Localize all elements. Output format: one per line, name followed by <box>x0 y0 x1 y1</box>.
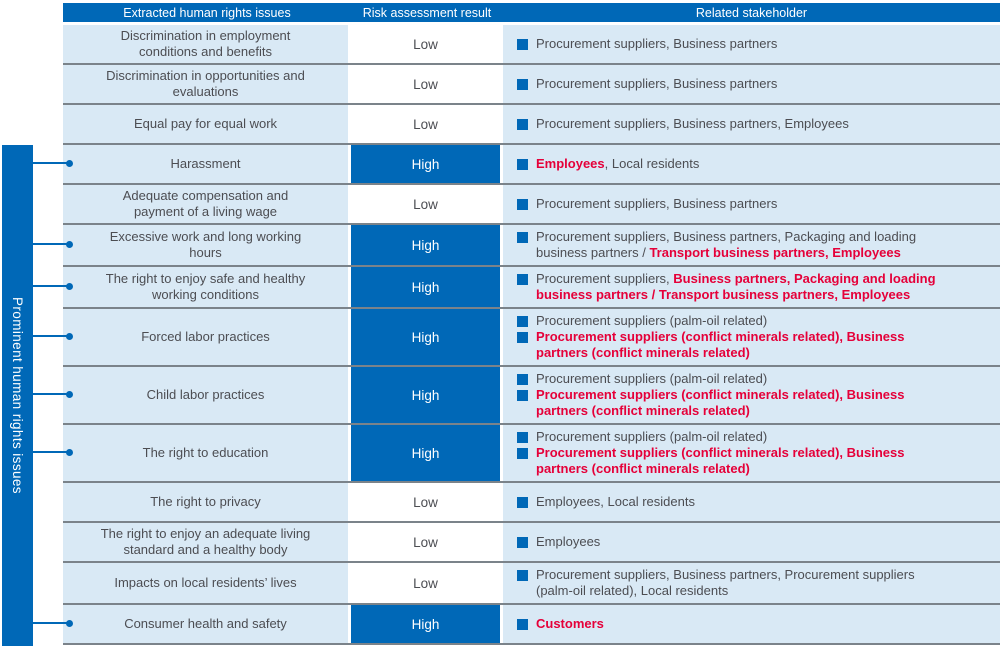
connector-line <box>33 451 67 453</box>
connector-dot <box>66 449 73 456</box>
stakeholder-cell <box>503 425 1000 481</box>
risk-cell <box>351 25 500 63</box>
risk-level-text: High <box>411 445 440 461</box>
stakeholder-square-icon <box>517 332 528 343</box>
risk-cell <box>351 605 500 643</box>
risk-level-text: Low <box>413 575 438 591</box>
issue-cell <box>63 309 348 365</box>
issue-cell <box>63 105 348 143</box>
issue-cell <box>63 65 348 103</box>
stakeholder-square-icon <box>517 159 528 170</box>
stakeholder-text: Procurement suppliers (palm-oil related) <box>536 371 768 386</box>
risk-cell <box>351 425 500 481</box>
connector-line <box>33 335 67 337</box>
risk-level-text: Low <box>413 534 438 550</box>
stakeholder-square-icon <box>517 79 528 90</box>
stakeholder-cell <box>503 145 1000 183</box>
risk-cell <box>351 105 500 143</box>
stakeholder-square-icon <box>517 374 528 385</box>
risk-level-text: High <box>411 329 440 345</box>
risk-cell <box>351 185 500 223</box>
stakeholder-cell <box>503 267 1000 307</box>
issue-text: The right to enjoy an adequate living standard and a healthy body <box>100 526 311 557</box>
issue-cell <box>63 563 348 603</box>
stakeholder-line <box>517 445 955 477</box>
risk-cell <box>351 523 500 561</box>
stakeholder-text: Employees, Local residents <box>536 494 695 509</box>
table-body <box>63 25 1000 645</box>
issue-text: Consumer health and safety <box>124 616 287 631</box>
stakeholder-text: Procurement suppliers, <box>536 271 674 286</box>
table-row <box>63 143 1000 183</box>
issues-table <box>63 3 1000 645</box>
header-cell-risk: Risk assessment result <box>362 5 492 20</box>
table-row <box>63 223 1000 265</box>
risk-level-text: High <box>411 387 440 403</box>
risk-level-text: High <box>411 237 440 253</box>
issue-cell <box>63 605 348 643</box>
table-row <box>63 481 1000 521</box>
table-row <box>63 307 1000 365</box>
stakeholder-square-icon <box>517 199 528 210</box>
stakeholder-line <box>517 36 955 52</box>
stakeholder-text: Procurement suppliers, Business partners, Procurement suppliers (palm-oil related), Local residents <box>536 567 915 598</box>
connector-line <box>33 285 67 287</box>
issue-text: Child labor practices <box>146 387 265 402</box>
table-row <box>63 603 1000 643</box>
risk-cell <box>351 65 500 103</box>
issue-text: The right to enjoy safe and healthy working conditions <box>105 271 306 302</box>
issue-text: Adequate compensation and payment of a living wage <box>122 188 289 219</box>
stakeholder-cell <box>503 367 1000 423</box>
stakeholder-cell <box>503 225 1000 265</box>
stakeholder-square-icon <box>517 274 528 285</box>
stakeholder-text: Procurement suppliers (conflict minerals related), Business partners (conflict minerals related) <box>536 387 905 418</box>
stakeholder-cell <box>503 65 1000 103</box>
table-row <box>63 561 1000 603</box>
stakeholder-square-icon <box>517 432 528 443</box>
risk-level-text: Low <box>413 76 438 92</box>
issue-text: The right to privacy <box>150 494 261 509</box>
stakeholder-square-icon <box>517 390 528 401</box>
stakeholder-line <box>517 329 955 361</box>
stakeholder-line <box>517 494 955 510</box>
stakeholder-text: Procurement suppliers, Business partners <box>536 76 778 91</box>
table-row <box>63 521 1000 561</box>
prominent-issues-rail-label: Prominent human rights issues <box>10 297 25 494</box>
issue-cell <box>63 145 348 183</box>
issue-text: Excessive work and long working hours <box>109 229 302 260</box>
stakeholder-line <box>517 429 955 445</box>
connector-line <box>33 393 67 395</box>
stakeholder-text: Procurement suppliers, Business partners <box>536 36 778 51</box>
table-row <box>63 265 1000 307</box>
connector-line <box>33 243 67 245</box>
issue-cell <box>63 425 348 481</box>
connector-dot <box>66 620 73 627</box>
stakeholder-square-icon <box>517 619 528 630</box>
issue-cell <box>63 185 348 223</box>
stakeholder-square-icon <box>517 316 528 327</box>
stakeholder-text: Employees <box>536 534 601 549</box>
stakeholder-square-icon <box>517 570 528 581</box>
stakeholder-line <box>517 156 955 172</box>
stakeholder-line <box>517 76 955 92</box>
stakeholder-line <box>517 567 955 599</box>
connector-line <box>33 162 67 164</box>
issue-cell <box>63 483 348 521</box>
risk-cell <box>351 267 500 307</box>
stakeholder-square-icon <box>517 39 528 50</box>
table-row <box>63 25 1000 63</box>
table-row <box>63 183 1000 223</box>
stakeholder-text: Procurement suppliers (palm-oil related) <box>536 313 768 328</box>
risk-level-text: Low <box>413 36 438 52</box>
issue-cell <box>63 367 348 423</box>
stakeholder-square-icon <box>517 232 528 243</box>
issue-text: Harassment <box>170 156 241 171</box>
stakeholder-text: Procurement suppliers, Business partners <box>536 196 778 211</box>
header-cell-issues: Extracted human rights issues <box>123 5 291 20</box>
stakeholder-cell <box>503 523 1000 561</box>
issue-cell <box>63 225 348 265</box>
stakeholder-text: Customers <box>536 616 604 631</box>
issue-text: Discrimination in employment conditions and benefits <box>120 28 291 59</box>
issue-cell <box>63 25 348 63</box>
header-cell-stakeholder: Related stakeholder <box>695 5 808 20</box>
stakeholder-line <box>517 313 955 329</box>
risk-level-text: Low <box>413 494 438 510</box>
stakeholder-line <box>517 116 955 132</box>
issue-cell <box>63 267 348 307</box>
risk-level-text: High <box>411 279 440 295</box>
connector-line <box>33 622 67 624</box>
risk-cell <box>351 367 500 423</box>
stakeholder-text: Procurement suppliers (palm-oil related) <box>536 429 768 444</box>
stakeholder-cell <box>503 605 1000 643</box>
table-row <box>63 63 1000 103</box>
stakeholder-square-icon <box>517 497 528 508</box>
risk-cell <box>351 563 500 603</box>
stakeholder-text: Procurement suppliers, Business partners, Packaging and loading business partners / <box>536 229 917 260</box>
issue-text: Impacts on local residents’ lives <box>114 575 297 590</box>
stakeholder-text: Procurement suppliers (conflict minerals related), Business partners (conflict minerals related) <box>536 329 905 360</box>
risk-cell <box>351 483 500 521</box>
connector-dot <box>66 333 73 340</box>
risk-level-text: Low <box>413 116 438 132</box>
stakeholder-line <box>517 196 955 212</box>
stakeholder-text: Transport business partners, Employees <box>649 245 901 260</box>
stakeholder-square-icon <box>517 119 528 130</box>
stakeholder-cell <box>503 309 1000 365</box>
table-header-row <box>63 3 1000 22</box>
stakeholder-text: , Local residents <box>604 156 700 171</box>
stakeholder-cell <box>503 105 1000 143</box>
risk-level-text: High <box>411 616 440 632</box>
risk-cell <box>351 309 500 365</box>
stakeholder-text: Procurement suppliers, Business partners, Employees <box>536 116 849 131</box>
issue-text: The right to education <box>142 445 269 460</box>
stakeholder-text: Procurement suppliers (conflict minerals related), Business partners (conflict minerals related) <box>536 445 905 476</box>
risk-cell <box>351 145 500 183</box>
stakeholder-line <box>517 387 955 419</box>
table-row <box>63 365 1000 423</box>
stakeholder-line <box>517 271 955 303</box>
connector-dot <box>66 160 73 167</box>
issue-text: Forced labor practices <box>141 329 270 344</box>
risk-cell <box>351 225 500 265</box>
stakeholder-cell <box>503 25 1000 63</box>
stakeholder-text: Business partners, Packaging and loading business partners / Transport business partners, Employees <box>536 271 936 302</box>
stakeholder-square-icon <box>517 448 528 459</box>
connector-dot <box>66 241 73 248</box>
connector-dot <box>66 391 73 398</box>
stakeholder-line <box>517 371 955 387</box>
prominent-issues-rail-bar <box>2 145 33 646</box>
stakeholder-cell <box>503 483 1000 521</box>
stakeholder-cell <box>503 563 1000 603</box>
issue-text: Equal pay for equal work <box>133 116 278 131</box>
risk-level-text: High <box>411 156 440 172</box>
stakeholder-line <box>517 616 955 632</box>
stakeholder-cell <box>503 185 1000 223</box>
connector-dot <box>66 283 73 290</box>
risk-level-text: Low <box>413 196 438 212</box>
stakeholder-text: Employees <box>536 156 605 171</box>
stakeholder-square-icon <box>517 537 528 548</box>
issue-text: Discrimination in opportunities and evaluations <box>106 68 305 99</box>
issue-cell <box>63 523 348 561</box>
table-row <box>63 103 1000 143</box>
table-row <box>63 423 1000 481</box>
stakeholder-line <box>517 229 955 261</box>
stakeholder-line <box>517 534 955 550</box>
